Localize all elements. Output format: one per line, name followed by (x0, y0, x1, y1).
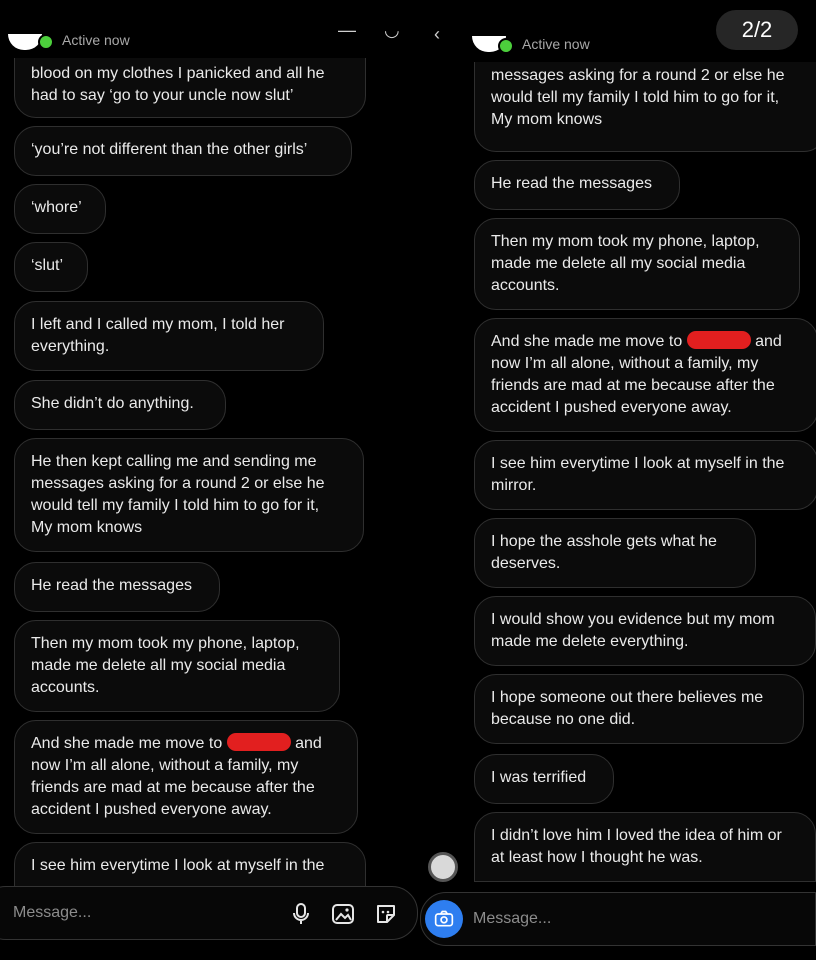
sticker-icon[interactable] (374, 902, 398, 926)
online-indicator (38, 34, 54, 50)
active-status: Active now (522, 36, 590, 52)
image-counter: 2/2 (716, 10, 798, 50)
back-chevron-icon[interactable]: ‹ (434, 24, 440, 44)
message-bubble[interactable]: blood on my clothes I panicked and all he had to say ‘go to your uncle now slut’ (14, 50, 366, 118)
message-bubble[interactable]: And she made me move to and now I’m all alone, without a family, my friends are mad at me because after the accident I pushed everyone away. (474, 318, 816, 432)
right-chat-header (420, 0, 816, 62)
message-bubble[interactable]: I hope someone out there believes me because no one did. (474, 674, 804, 744)
message-bubble[interactable]: He then kept calling me and sending me messages asking for a round 2 or else he would tell my family I told him to go for it, My mom knows (14, 438, 364, 552)
message-bubble[interactable]: I didn’t love him I loved the idea of him or at least how I thought he was. (474, 812, 816, 882)
message-bubble[interactable]: ‘you’re not different than the other girls’ (14, 126, 352, 176)
camera-button[interactable] (425, 900, 463, 938)
online-indicator (498, 38, 514, 54)
read-receipt-avatar (428, 852, 458, 882)
message-bubble[interactable]: He read the messages (474, 160, 680, 210)
message-bubble[interactable]: She didn’t do anything. (14, 380, 226, 430)
message-input[interactable]: Message... (473, 910, 552, 927)
message-bubble[interactable]: Then my mom took my phone, laptop, made me delete all my social media accounts. (14, 620, 340, 712)
redaction-mark (227, 733, 291, 751)
gallery-icon[interactable] (331, 902, 355, 926)
message-composer[interactable] (420, 892, 816, 946)
call-icon[interactable]: — (338, 20, 356, 40)
message-input[interactable]: Message... (13, 904, 92, 921)
camera-icon (434, 909, 454, 929)
message-bubble[interactable]: ‘slut’ (14, 242, 88, 292)
message-bubble[interactable]: I see him everytime I look at myself in the mirror. (474, 440, 816, 510)
message-bubble[interactable]: And she made me move to and now I’m all alone, without a family, my friends are mad at me because after the accident I pushed everyone away. (14, 720, 358, 834)
left-chat-header (0, 0, 420, 58)
right-chat-screenshot (420, 0, 816, 960)
active-status: Active now (62, 32, 130, 48)
message-bubble[interactable]: I was terrified (474, 754, 614, 804)
message-bubble[interactable]: messages asking for a round 2 or else he would tell my family I told him to go for it, My mom knows (474, 52, 816, 152)
message-bubble[interactable]: I would show you evidence but my mom made me delete everything. (474, 596, 816, 666)
redaction-mark (687, 331, 751, 349)
message-bubble[interactable]: He read the messages (14, 562, 220, 612)
message-bubble[interactable]: Then my mom took my phone, laptop, made me delete all my social media accounts. (474, 218, 800, 310)
message-composer[interactable] (0, 886, 418, 940)
microphone-icon[interactable] (289, 902, 313, 926)
message-bubble[interactable]: I left and I called my mom, I told her everything. (14, 301, 324, 371)
message-bubble[interactable]: I see him everytime I look at myself in the (14, 842, 366, 902)
contact-avatar[interactable] (8, 34, 42, 50)
video-icon[interactable]: ◡ (384, 20, 400, 40)
message-bubble[interactable]: I hope the asshole gets what he deserves. (474, 518, 756, 588)
message-bubble[interactable]: ‘whore’ (14, 184, 106, 234)
